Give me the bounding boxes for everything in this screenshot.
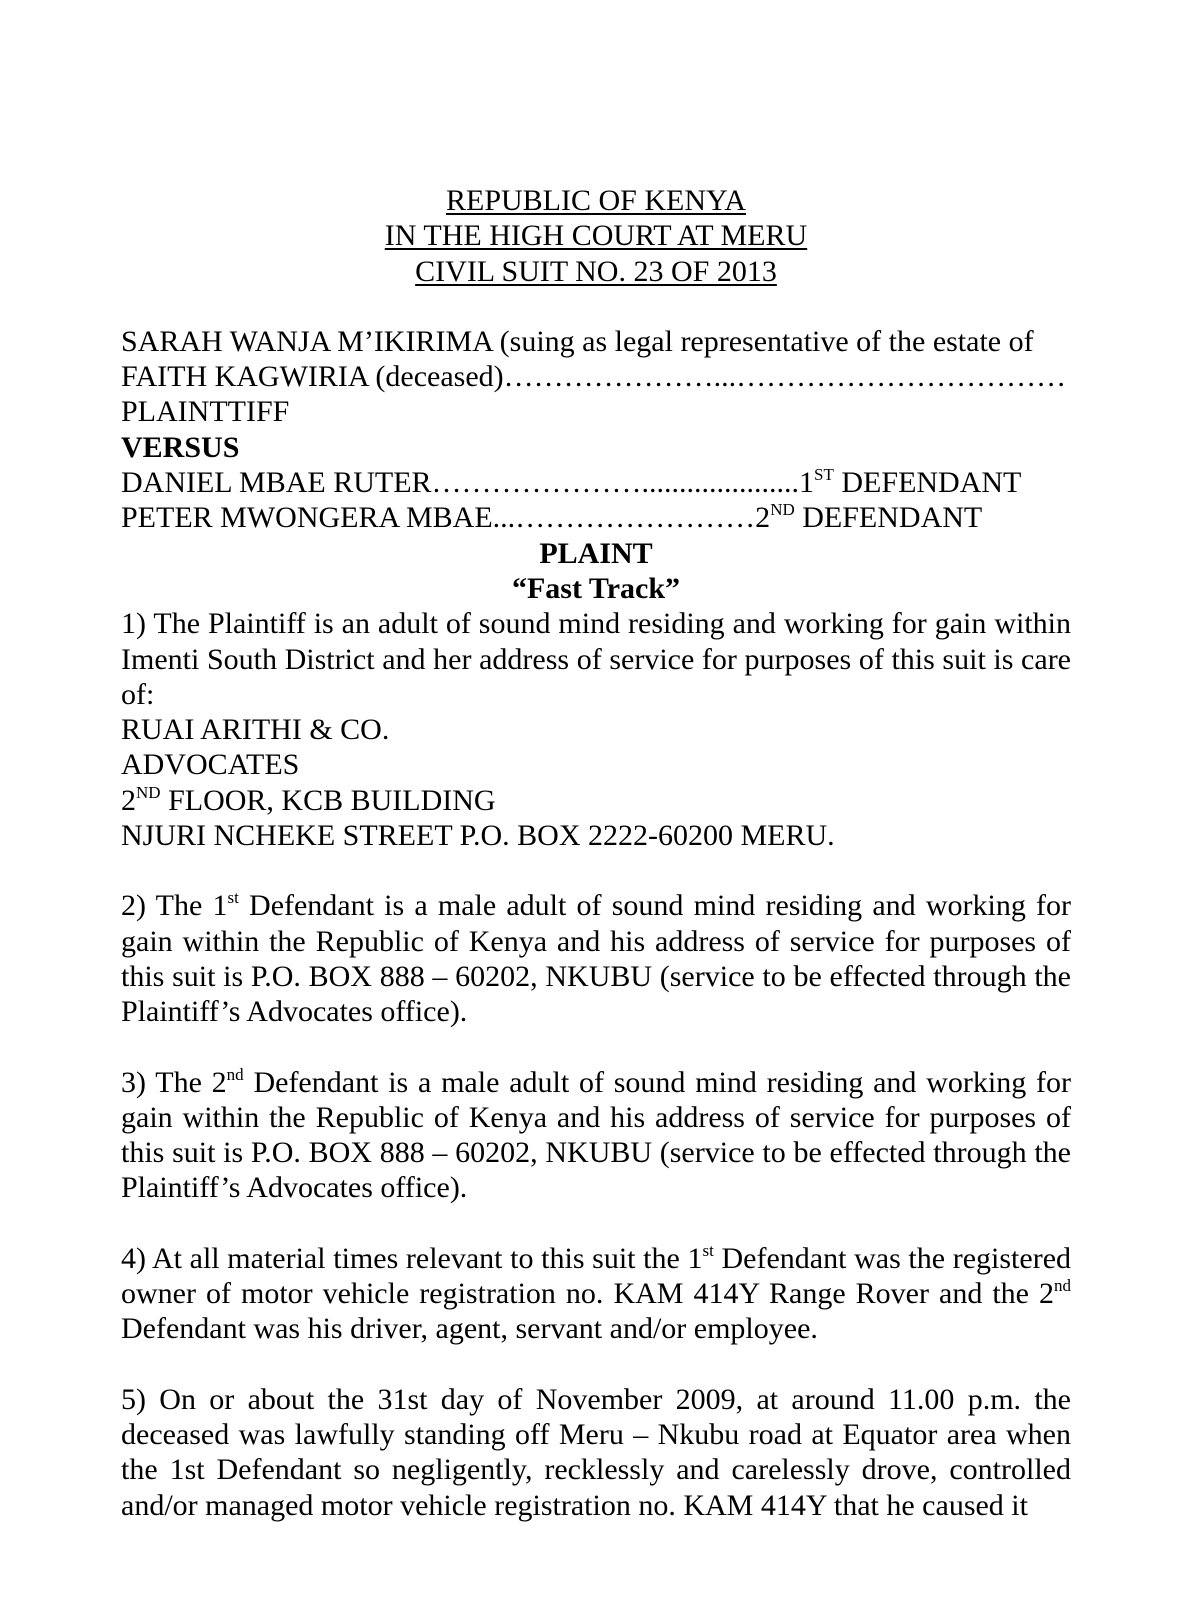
paragraph-4-start: 4) At all material times relevant to this suit the 1 — [121, 1241, 703, 1275]
paragraph-4-end: Defendant was his driver, agent, servant and/or employee. — [121, 1312, 818, 1346]
second-defendant-name: PETER MWONGERA MBAE...……………………2 — [121, 501, 771, 535]
paragraph-2 — [121, 888, 1071, 1029]
paragraph-4-middle: Defendant was the registered owner of motor vehicle registration no. KAM 414Y Range Rover and the 2 — [121, 1241, 1072, 1311]
paragraph-2-start: 2) The 1 — [121, 889, 228, 923]
paragraph-4 — [121, 1241, 1071, 1347]
heading-republic: REPUBLIC OF KENYA — [445, 184, 747, 217]
paragraph-2-ordinal: st — [227, 888, 239, 908]
first-defendant-line — [121, 465, 1071, 500]
plaintiff-line-1: SARAH WANJA M’IKIRIMA (suing as legal representative of the estate of — [121, 324, 1034, 358]
fast-track-label: “Fast Track” — [511, 571, 681, 605]
paragraph-4-ordinal-1: st — [702, 1240, 714, 1260]
second-defendant-line — [121, 500, 1071, 535]
paragraph-3-rest: Defendant is a male adult of sound mind residing and working for gain within the Republic of Kenya and his address of service for purposes of this suit is P.O. BOX 888 – 60202, NKUBU (service to be effected through the Plaintiff’s Advocates office). — [121, 1065, 1071, 1205]
floor-number: 2 — [121, 783, 136, 817]
paragraph-2-rest: Defendant is a male adult of sound mind residing and working for gain within the Republic of Kenya and his address of service for purposes of this suit is P.O. BOX 888 – 60202, NKUBU (service to be effected through the Plaintiff’s Advocates office). — [121, 889, 1071, 1029]
paragraph-4-ordinal-2: nd — [1054, 1276, 1071, 1296]
paragraph-5: 5) On or about the 31st day of November 2009, at around 11.00 p.m. the deceased was lawfully standing off Meru – Nkubu road at Equator area when the 1st Defendant so negligently, recklessly and carelessly drove, controlled and/or managed motor vehicle registration no. KAM 414Y that he caused it — [121, 1382, 1071, 1522]
versus-label: VERSUS — [121, 430, 240, 464]
address-line-3 — [121, 783, 1071, 818]
floor-building: FLOOR, KCB BUILDING — [160, 783, 496, 817]
first-defendant-name: DANIEL MBAE RUTER………………….....................1 — [121, 466, 815, 500]
heading-court: IN THE HIGH COURT AT MERU — [384, 219, 808, 253]
paragraph-3 — [121, 1065, 1071, 1206]
heading-case-number: CIVIL SUIT NO. 23 OF 2013 — [415, 254, 777, 288]
address-line-2: ADVOCATES — [121, 748, 300, 782]
spacer — [121, 1206, 1071, 1241]
document-body — [121, 183, 1071, 1523]
floor-ordinal: ND — [136, 782, 161, 802]
spacer — [121, 1030, 1071, 1065]
spacer — [121, 1347, 1071, 1382]
first-defendant-ordinal: ST — [814, 465, 834, 485]
plaintiff-line-2: FAITH KAGWIRIA (deceased)…………………...…………………………… — [121, 360, 1067, 394]
first-defendant-role: DEFENDANT — [833, 466, 1022, 500]
plaint-title: PLAINT — [539, 536, 653, 570]
address-line-1: RUAI ARITHI & CO. — [121, 713, 390, 747]
spacer — [121, 853, 1071, 888]
paragraph-3-start: 3) The 2 — [121, 1065, 227, 1099]
address-line-4: NJURI NCHEKE STREET P.O. BOX 2222-60200 MERU. — [121, 819, 835, 853]
second-defendant-role: DEFENDANT — [794, 501, 983, 535]
paragraph-1: 1) The Plaintiff is an adult of sound mind residing and working for gain within Imenti South District and her address of service for purposes of this suit is care of: — [121, 607, 1071, 711]
spacer — [121, 289, 1071, 324]
second-defendant-ordinal: ND — [770, 500, 795, 520]
paragraph-3-ordinal: nd — [226, 1064, 244, 1084]
plaintiff-role: PLAINTTIFF — [121, 395, 290, 429]
